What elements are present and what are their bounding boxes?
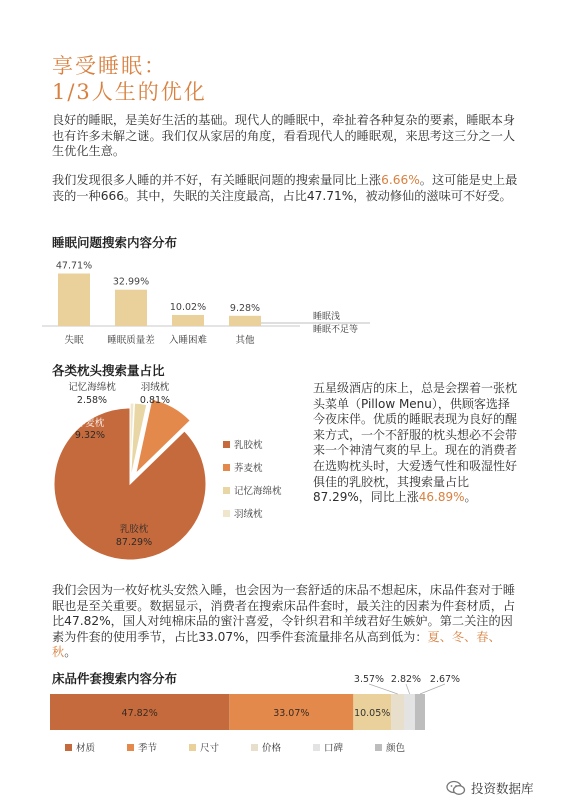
legend-label-1: 乳胶枕: [234, 440, 263, 451]
category-label-3: 入睡困难: [168, 335, 208, 346]
annotation-line-2: 睡眠不足等: [313, 325, 359, 335]
category-label-2: 睡眠质量差: [107, 335, 155, 346]
annotation-line-1: 睡眠浅: [313, 312, 341, 322]
legend-label-3: 尺寸: [200, 743, 220, 754]
legend-label-4: 羽绒枕: [234, 509, 263, 520]
watermark-text: 投资数据库: [471, 781, 534, 796]
pie-label-down: 羽绒枕: [140, 382, 170, 393]
segment-value-label-1: 47.82%: [121, 708, 158, 719]
segment-value-label-5: 2.82%: [390, 674, 422, 685]
pillow-text-a: 五星级酒店的床上，总是会摆着一张枕头菜单（Pillow Menu），供顾客选择今夜床伴。优质的睡眠表现为良好的醒来方式，一个不舒服的枕头想必不会带来一个神清气爽的早上。现在的消费者在选购枕头时，大爱透气性和吸湿性好俱佳的乳胶枕，其搜索量占比87.29%，同比上涨: [313, 381, 518, 505]
legend-label-3: 记忆海绵枕: [234, 486, 282, 497]
legend-swatch-5: [313, 744, 320, 751]
page-title-line2: 1/3人生的优化: [52, 80, 207, 104]
sleep-chart-title: 睡眠问题搜索内容分布: [52, 235, 178, 250]
legend-swatch-3: [189, 744, 196, 751]
pie-label-buckwheat: 荞麦枕: [75, 418, 105, 429]
bar-value-label-1: 47.71%: [55, 260, 93, 272]
pie-value-buckwheat: 9.32%: [74, 430, 106, 441]
legend-label-6: 颜色: [386, 743, 406, 754]
segment-leader-4: [369, 684, 398, 694]
bedding-text-a: 我们会因为一枚好枕头安然入睡，也会因为一套舒适的床品不想起床，床品件套对于睡眠也是至关重要。数据显示，消费者在搜索床品件套时，最关注的因素为件套材质，占比47.82%，国人对纯棉床品的蜜汁喜爱，令针织君和羊绒君好生嫉妒。第二关注的因素为件套的使用季节，占比33.07%，四季件套流量排名从高到低为：: [52, 583, 516, 644]
legend-swatch-1: [65, 744, 72, 751]
legend-swatch-6: [375, 744, 382, 751]
legend-label-4: 价格: [262, 743, 282, 754]
wechat-icon: [446, 780, 466, 796]
pie-label-latex: 乳胶枕: [119, 524, 149, 535]
legend-swatch-2: [223, 464, 230, 471]
bedding-text-b: 。: [64, 645, 77, 660]
bar-value-label-3: 10.02%: [169, 301, 207, 313]
bar-4: [229, 316, 261, 326]
segment-6: [415, 694, 425, 730]
page-title-line1: 享受睡眠：: [52, 54, 167, 78]
category-label-4: 其他: [235, 335, 255, 346]
pie-label-memory-foam: 记忆海绵枕: [68, 382, 116, 393]
legend-swatch-2: [127, 744, 134, 751]
legend-label-5: 口碑: [324, 743, 344, 754]
bar-value-label-2: 32.99%: [112, 276, 150, 288]
insomnia-text-a: 我们发现很多人睡的并不好，有关睡眠问题的搜索量同比上涨: [52, 173, 382, 187]
segment-leader-6: [420, 684, 445, 694]
bedding-chart-title: 床品件套搜索内容分布: [52, 671, 178, 686]
legend-swatch-4: [251, 744, 258, 751]
bar-2: [115, 290, 147, 326]
pie-value-down: 0.81%: [139, 395, 171, 406]
pillow-pie-chart: [48, 376, 310, 556]
legend-label-2: 荞麦枕: [234, 463, 263, 474]
intro-paragraph: 良好的睡眠，是美好生活的基础。现代人的睡眠中，牵扯着各种复杂的要素，睡眠本身也有许多未解之谜。我们仅从家居的角度，看看现代人的睡眠观，来思考这三分之一人生优化生意。: [52, 113, 516, 159]
bar-value-label-4: 9.28%: [229, 302, 261, 314]
insomnia-highlight: 6.66%: [381, 173, 420, 187]
category-label-1: 失眠: [64, 335, 84, 346]
legend-swatch-4: [223, 510, 230, 517]
legend-label-2: 季节: [138, 743, 158, 754]
pie-value-latex: 87.29%: [115, 537, 153, 548]
bedding-stacked-bar-chart: [40, 672, 461, 764]
insomnia-text-b: 。这可能是史上最丧的一种666。其中，失眠的关注度最高，占比47.71%，被动修仙的滋味可不好受。: [52, 173, 518, 203]
pillow-chart-title: 各类枕头搜索量占比: [52, 363, 165, 378]
legend-swatch-1: [223, 441, 230, 448]
segment-leader-5: [406, 684, 410, 694]
segment-4: [391, 694, 404, 730]
segment-value-label-6: 2.67%: [429, 674, 461, 685]
pillow-paragraph: [313, 381, 518, 506]
watermark-logo: [446, 779, 534, 797]
segment-value-label-3: 10.05%: [354, 708, 391, 719]
segment-5: [404, 694, 415, 730]
bedding-highlight: 夏、冬、春、秋: [52, 629, 501, 660]
pillow-highlight: 46.89%: [418, 490, 465, 505]
segment-value-label-2: 33.07%: [273, 708, 310, 719]
bar-3: [172, 315, 204, 326]
legend-label-1: 材质: [76, 743, 96, 754]
segment-value-label-4: 3.57%: [353, 674, 385, 685]
pillow-text-b: 。: [464, 490, 477, 505]
bar-1: [58, 274, 90, 326]
pie-value-memory-foam: 2.58%: [76, 395, 108, 406]
bedding-paragraph: [52, 583, 522, 661]
legend-swatch-3: [223, 487, 230, 494]
insomnia-paragraph: [52, 173, 522, 204]
sleep-problem-bar-chart: [30, 248, 410, 354]
